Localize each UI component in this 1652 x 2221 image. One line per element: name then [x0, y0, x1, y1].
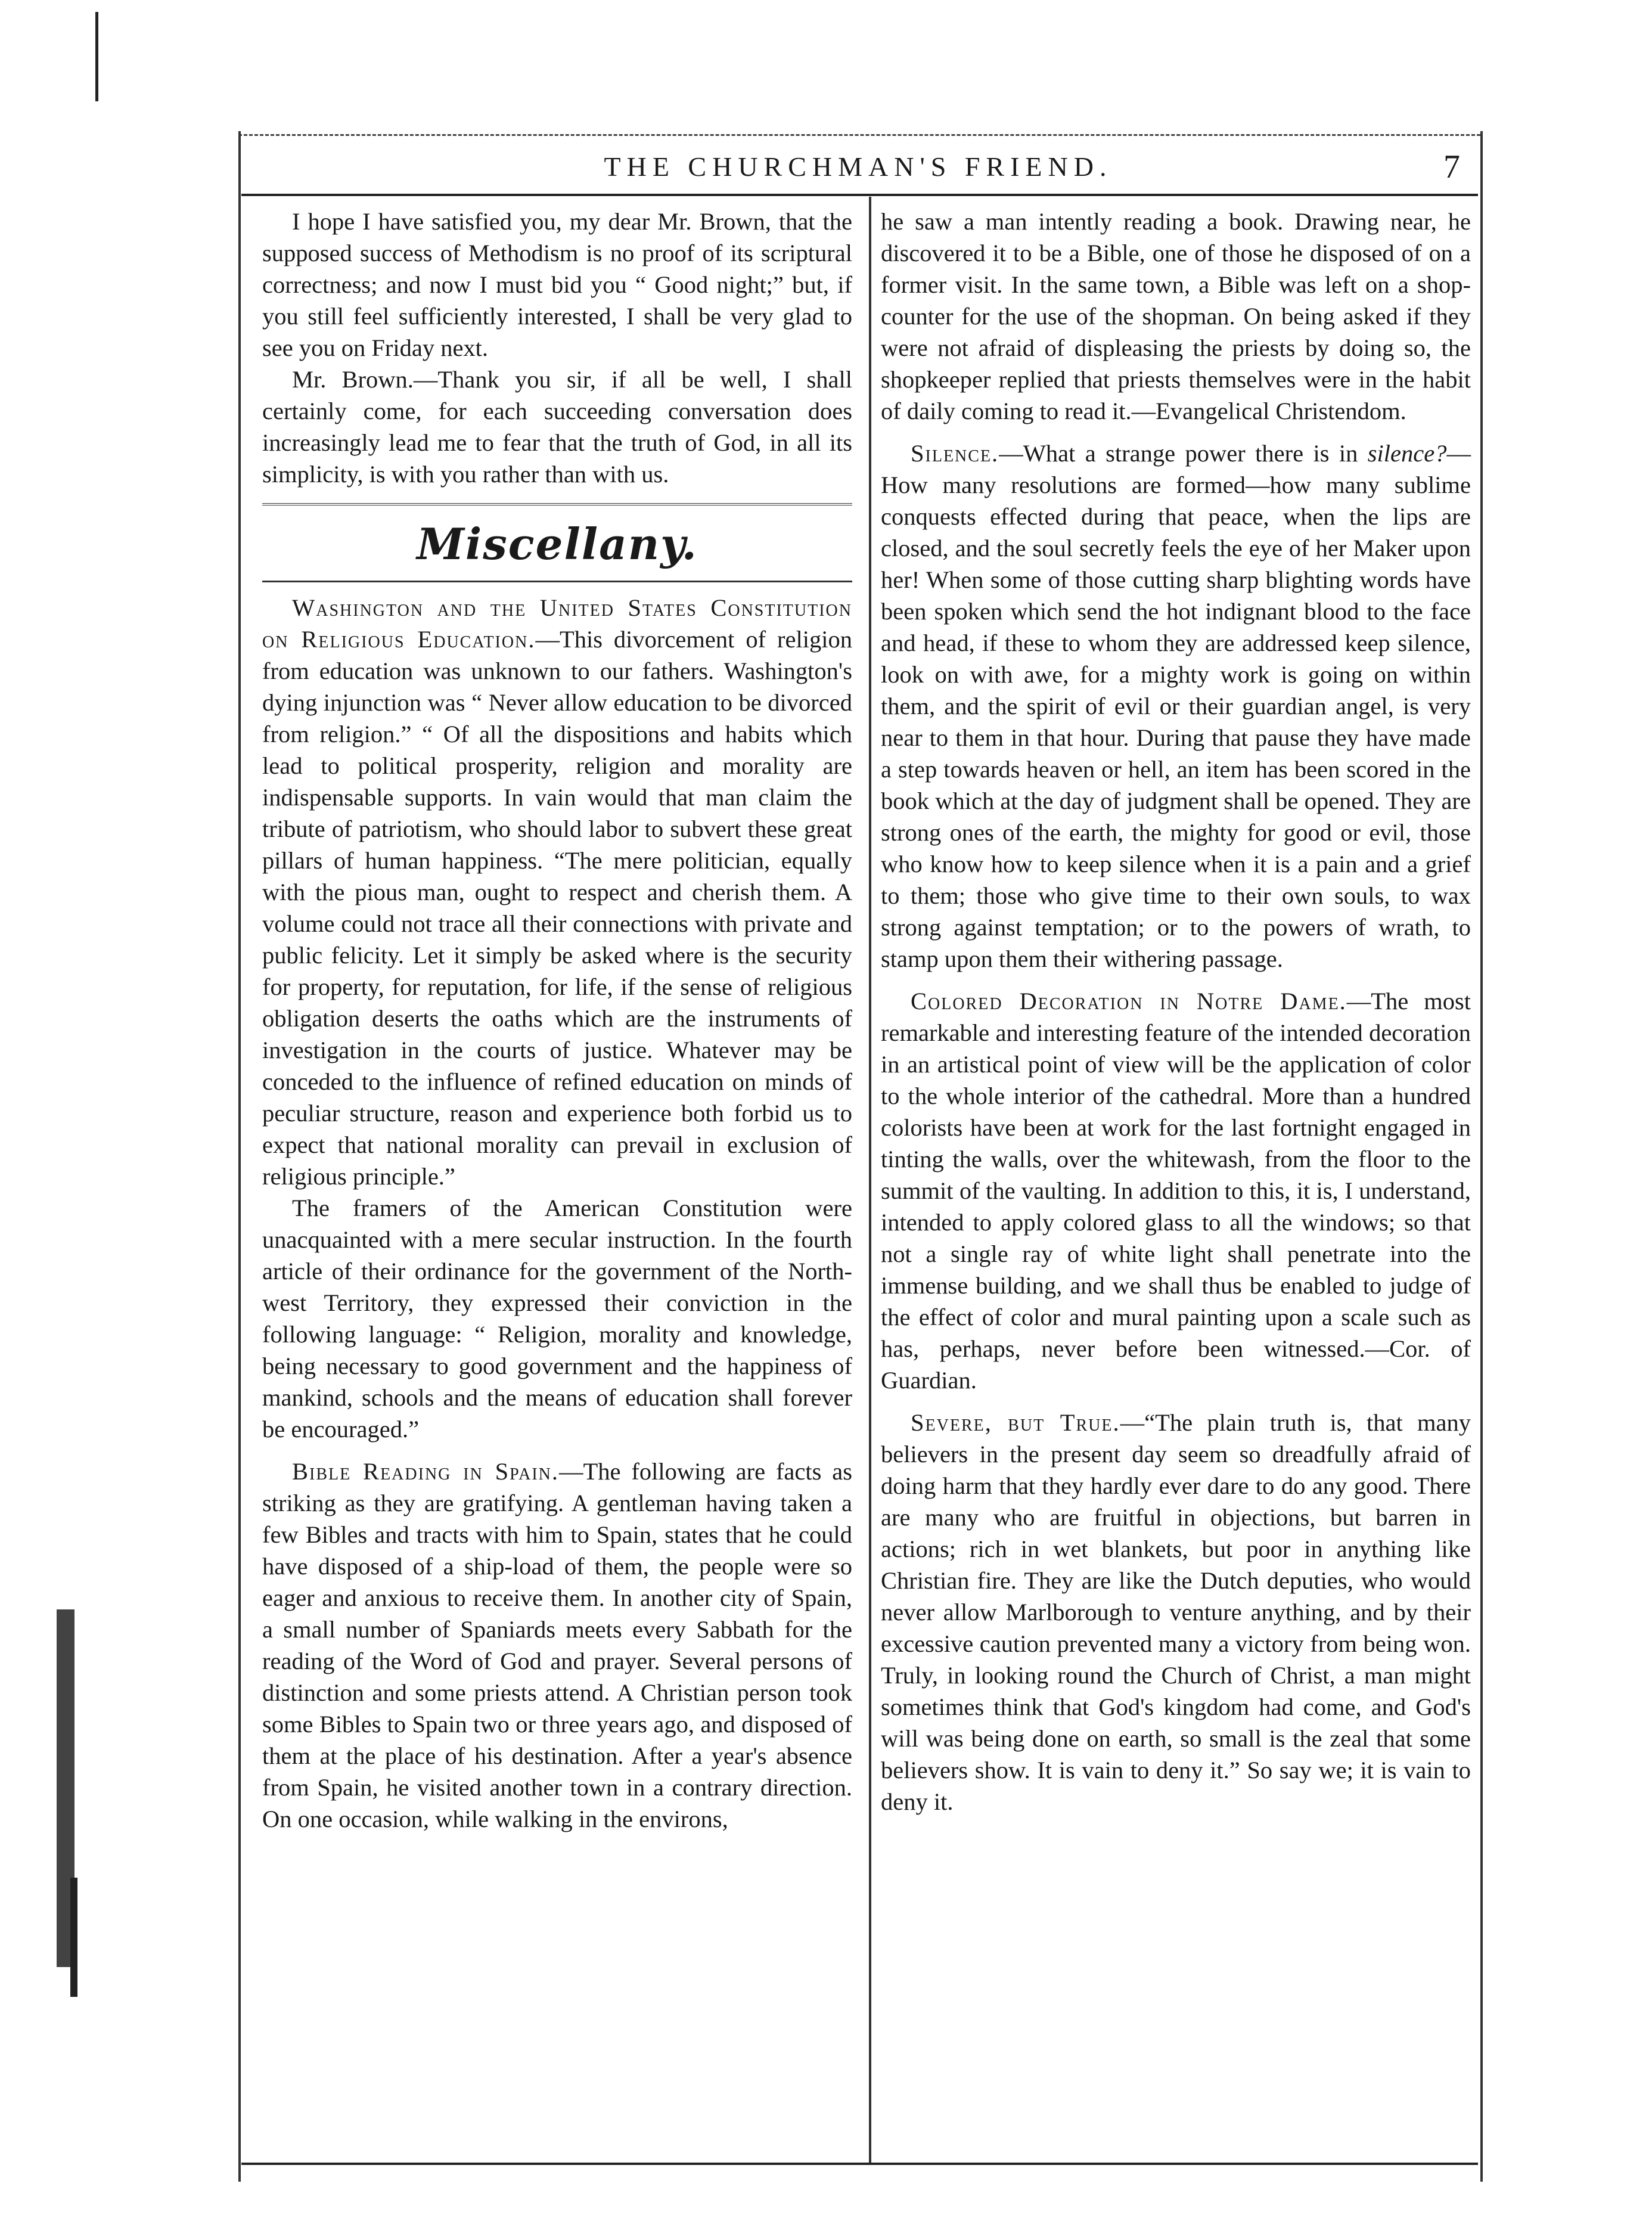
article-body: —The most remarkable and interesting feature of the intended decoration in an artistical point of view will be the application of color to the whole interior of the cathedral. More than a hundred colorists have been at work for the last fortnight engaged in tinting the walls, over the whitewash, from the floor to the summit of the vaulting. In addition to this, it is, I understand, intended to apply colored glass to all the windows; so that not a single ray of white light shall penetrate into the immense building, and we shall thus be enabled to judge of the effect of color and mural painting upon a scale such as has, perhaps, never before been witnessed.—Cor. of Guardian. — [881, 988, 1471, 1394]
running-header — [244, 143, 1472, 191]
article-paragraph — [881, 985, 1471, 1396]
header-rule — [241, 194, 1478, 196]
column-divider — [869, 197, 871, 2164]
section-divider — [262, 581, 852, 582]
bottom-rule — [241, 2163, 1478, 2165]
scan-artifact — [95, 12, 98, 101]
article-body: —How many resolutions are formed—how many sublime conquests effected during that peace, when the lips are closed, and the soul secretly feels the eye of her Maker upon her! When some of those cutting sharp blighting words have been spoken which send the hot indignant blood to the face and head, if these to whom they are addressed keep silence, look on with awe, for a mighty work is going on within them, and the spirit of evil or their guardian angel, is very near to them in that hour. During that pause they have made a step towards heaven or hell, an item has been scored in the book which at the day of judgment shall be opened. They are strong ones of the earth, the mighty for good or evil, those who know how to keep silence when it is a pain and a grief to them; those who give time to their own souls, to wax strong against temptation; or to the powers of wrath, to stamp upon them their withering passage. — [881, 440, 1471, 972]
article-paragraph — [881, 1407, 1471, 1817]
paragraph: The framers of the American Constitution were unacquainted with a mere secular instruction. In the fourth article of their ordinance for the government of the North-west Territory, they expressed their conviction in the following language: “ Religion, morality and knowledge, being necessary to good government and the happiness of mankind, schools and the means of education shall forever be encouraged.” — [262, 1195, 852, 1443]
article-heading: Bible Reading in Spain. — [292, 1458, 560, 1485]
article-paragraph — [262, 1456, 852, 1835]
left-column — [262, 206, 852, 1835]
paragraph: he saw a man intently reading a book. Drawing near, he discovered it to be a Bible, one of those he disposed of on a former visit. In the same town, a Bible was left on a shop-counter for the use of the shopman. On being asked if they were not afraid of displeasing the priests by doing so, the shopkeeper replied that priests themselves were in the habit of daily coming to read it.—Evangelical Christendom. — [881, 208, 1471, 424]
section-title: Miscellany. — [417, 519, 698, 569]
page-number: 7 — [1443, 148, 1460, 185]
paragraph: I hope I have satisfied you, my dear Mr. Brown, that the supposed success of Methodism is no proof of its scriptural correctness; and now I must bid you “ Good night;” but, if you still feel sufficiently interested, I shall be very glad to see you on Friday next. — [262, 208, 852, 361]
right-column — [881, 206, 1471, 1817]
scan-artifact — [70, 1878, 77, 1997]
running-title: THE CHURCHMAN'S FRIEND. — [604, 151, 1113, 182]
article-paragraph — [881, 438, 1471, 975]
article-lead: —What a strange power there is in — [999, 440, 1358, 467]
section-divider — [262, 503, 852, 505]
article-heading: Silence. — [911, 440, 999, 467]
emphasis: silence? — [1367, 440, 1447, 467]
article-paragraph — [262, 592, 852, 1192]
article-heading: Washington and the United States Constitution on Religious Education. — [262, 594, 852, 653]
article-heading: Colored Decoration in Notre Dame. — [911, 988, 1347, 1015]
paragraph: Mr. Brown.—Thank you sir, if all be well, I shall certainly come, for each succeeding conversation does increasingly lead me to fear that the truth of God, in all its simplicity, is with you rather than with us. — [262, 366, 852, 488]
article-heading: Severe, but True. — [911, 1409, 1120, 1436]
article-body: —“The plain truth is, that many believers in the present day seem so dreadfully afraid of doing harm that they hardly ever dare to do any good. There are many who are fruitful in objections, but barren in actions; rich in wet blankets, but poor in anything like Christian fire. They are like the Dutch deputies, who would never allow Marlborough to venture anything, and by their excessive caution prevented many a victory from being won. Truly, in looking round the Church of Christ, a man might sometimes think that God's kingdom had come, and God's will was being done on earth, so small is the zeal that some believers show. It is vain to deny it.” So say we; it is vain to deny it. — [881, 1409, 1471, 1815]
article-body: —This divorcement of religion from education was unknown to our fathers. Washington's dying injunction was “ Never allow education to be divorced from religion.” “ Of all the dispositions and habits which lead to political prosperity, religion and morality are indispensable supports. In vain would that man claim the tribute of patriotism, who should labor to subvert these great pillars of human happiness. “The mere politician, equally with the pious man, ought to respect and cherish them. A volume could not trace all their connections with private and public felicity. Let it simply be asked where is the security for property, for reputation, for life, if the sense of religious obligation deserts the oaths which are the instruments of investigation in the courts of justice. Whatever may be conceded to the influence of refined education on minds of peculiar structure, reason and experience both forbid us to expect that national morality can prevail in exclusion of religious principle.” — [262, 626, 852, 1190]
article-body: —The following are facts as striking as they are gratifying. A gentleman having taken a few Bibles and tracts with him to Spain, states that he could have disposed of a ship-load of them, the people were so eager and anxious to receive them. In another city of Spain, a small number of Spaniards meets every Sabbath for the reading of the Word of God and prayer. Several persons of distinction and some priests attend. A Christian person took some Bibles to Spain two or three years ago, and disposed of them at the place of his destination. After a year's absence from Spain, he visited another town in a contrary direction. On one occasion, while walking in the environs, — [262, 1458, 852, 1832]
